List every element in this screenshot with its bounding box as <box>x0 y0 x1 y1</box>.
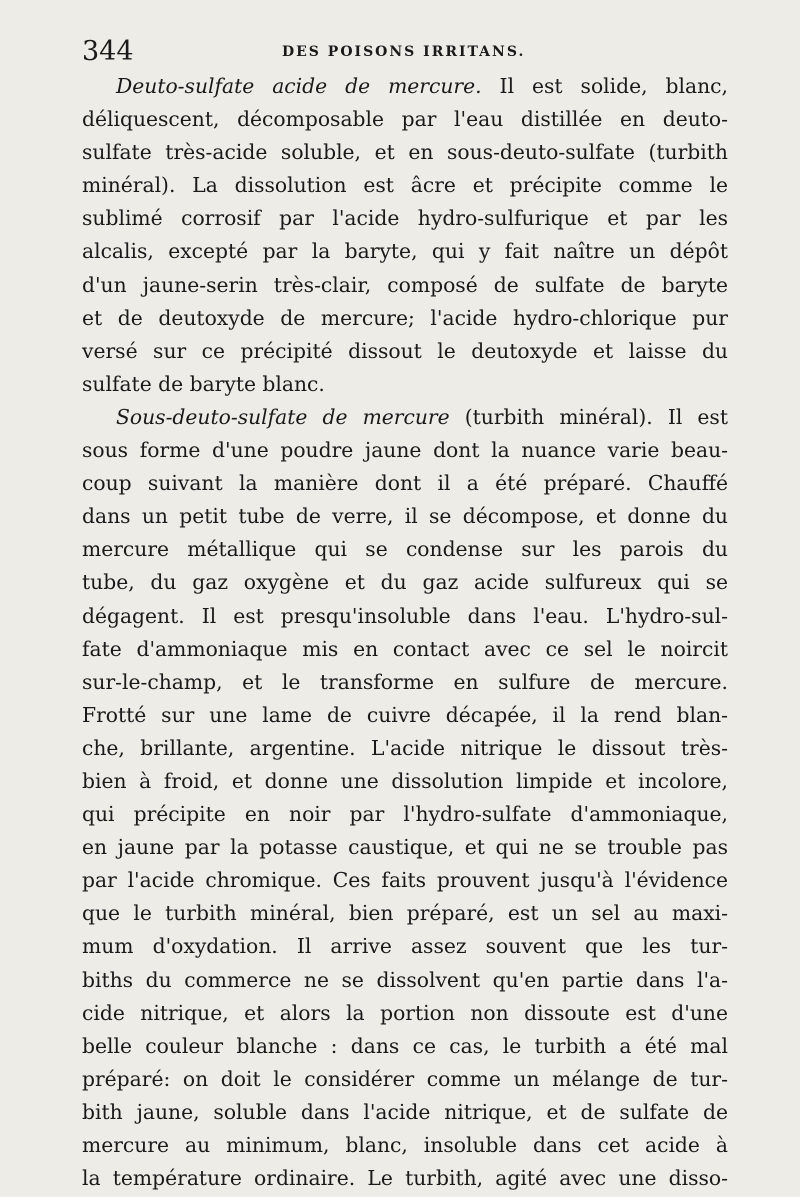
text-line <box>82 1096 728 1129</box>
body-text <box>82 70 728 1195</box>
text-line <box>82 1063 728 1096</box>
italic-term: Sous-deuto-sulfate de mercure <box>116 404 450 429</box>
text-line <box>82 1162 728 1195</box>
text-line <box>82 136 728 169</box>
text-run: la température ordinaire. Le turbith, agité avec une disso- <box>82 1166 728 1191</box>
text-run: coup suivant la manière dont il a été préparé. Chauffé <box>82 471 728 496</box>
text-run: bith jaune, soluble dans l'acide nitrique, et de sulfate de <box>82 1099 728 1124</box>
text-line <box>82 202 728 235</box>
text-line <box>82 699 728 732</box>
text-line <box>82 732 728 765</box>
text-line <box>82 798 728 831</box>
text-run: alcalis, excepté par la baryte, qui y fait naître un dépôt <box>82 239 728 264</box>
text-line <box>82 533 728 566</box>
text-line <box>82 434 728 467</box>
text-run: et de deutoxyde de mercure; l'acide hydro-chlorique pur <box>82 305 728 330</box>
page-number: 344 <box>82 36 134 67</box>
text-line <box>82 235 728 268</box>
text-run: mercure au minimum, blanc, insoluble dans cet acide à <box>82 1133 728 1157</box>
text-run: biths du commerce ne se dissolvent qu'en partie dans l'a- <box>82 967 728 992</box>
text-line <box>82 897 728 930</box>
text-run: dans un petit tube de verre, il se décompose, et donne du <box>82 504 728 529</box>
text-line <box>82 1030 728 1063</box>
text-line <box>82 269 728 302</box>
text-run: che, brillante, argentine. L'acide nitrique le dissout très- <box>82 735 728 760</box>
text-line <box>82 633 728 666</box>
text-line <box>82 600 728 633</box>
text-line <box>82 401 728 434</box>
text-run: Il est solide, blanc, <box>481 74 728 98</box>
text-line <box>82 930 728 963</box>
text-run: en jaune par la potasse caustique, et qui ne se trouble pas <box>82 835 728 860</box>
text-run: fate d'ammoniaque mis en contact avec ce sel le noircit <box>82 636 728 661</box>
text-run: Frotté sur une lame de cuivre décapée, il la rend blan- <box>82 702 728 727</box>
text-run: tube, du gaz oxygène et du gaz acide sulfureux qui se <box>82 570 728 595</box>
text-run: (turbith minéral). Il est <box>449 404 728 429</box>
text-run: déliquescent, décomposable par l'eau distillée en deuto- <box>82 107 728 132</box>
text-run: belle couleur blanche : dans ce cas, le turbith a été mal <box>82 1033 728 1058</box>
text-line <box>82 765 728 798</box>
text-line <box>82 997 728 1030</box>
text-run: cide nitrique, et alors la portion non dissoute est d'une <box>82 1000 728 1025</box>
text-run: versé sur ce précipité dissout le deutoxyde et laisse du <box>82 338 728 363</box>
text-line <box>82 1129 728 1162</box>
text-line <box>82 964 728 997</box>
text-run: par l'acide chromique. Ces faits prouvent jusqu'à l'évidence <box>82 868 728 893</box>
text-line <box>82 302 728 335</box>
text-run: dégagent. Il est presqu'insoluble dans l'eau. L'hydro-sul- <box>82 603 728 628</box>
text-run: sublimé corrosif par l'acide hydro-sulfurique et par les <box>82 206 728 231</box>
text-run: mercure métallique qui se condense sur les parois du <box>82 537 728 562</box>
text-run: d'un jaune-serin très-clair, composé de sulfate de baryte <box>82 272 728 297</box>
text-run: préparé: on doit le considérer comme un mélange de tur- <box>82 1066 728 1091</box>
italic-term: Deuto-sulfate acide de mercure. <box>116 74 482 98</box>
running-head: DES POISONS IRRITANS. <box>282 44 526 60</box>
text-line <box>82 831 728 864</box>
text-line <box>82 500 728 533</box>
text-line <box>82 666 728 699</box>
text-line <box>82 467 728 500</box>
text-line <box>82 864 728 897</box>
text-line <box>82 335 728 368</box>
text-run: sous forme d'une poudre jaune dont la nuance varie beau- <box>82 438 728 463</box>
text-run: minéral). La dissolution est âcre et précipite comme le <box>82 173 728 198</box>
text-line <box>82 70 728 103</box>
text-run: bien à froid, et donne une dissolution limpide et incolore, <box>82 768 728 793</box>
text-run: qui précipite en noir par l'hydro-sulfate d'ammoniaque, <box>82 802 728 827</box>
text-run: sulfate de baryte blanc. <box>82 371 325 396</box>
text-run: mum d'oxydation. Il arrive assez souvent que les tur- <box>82 934 728 959</box>
text-line <box>82 368 728 401</box>
text-line <box>82 103 728 136</box>
text-run: sulfate très-acide soluble, et en sous-deuto-sulfate (turbith <box>82 140 728 165</box>
text-run: que le turbith minéral, bien préparé, est un sel au maxi- <box>82 901 728 926</box>
text-line <box>82 169 728 202</box>
text-run: sur-le-champ, et le transforme en sulfure de mercure. <box>82 669 728 694</box>
text-line <box>82 566 728 599</box>
page-header <box>82 34 742 70</box>
